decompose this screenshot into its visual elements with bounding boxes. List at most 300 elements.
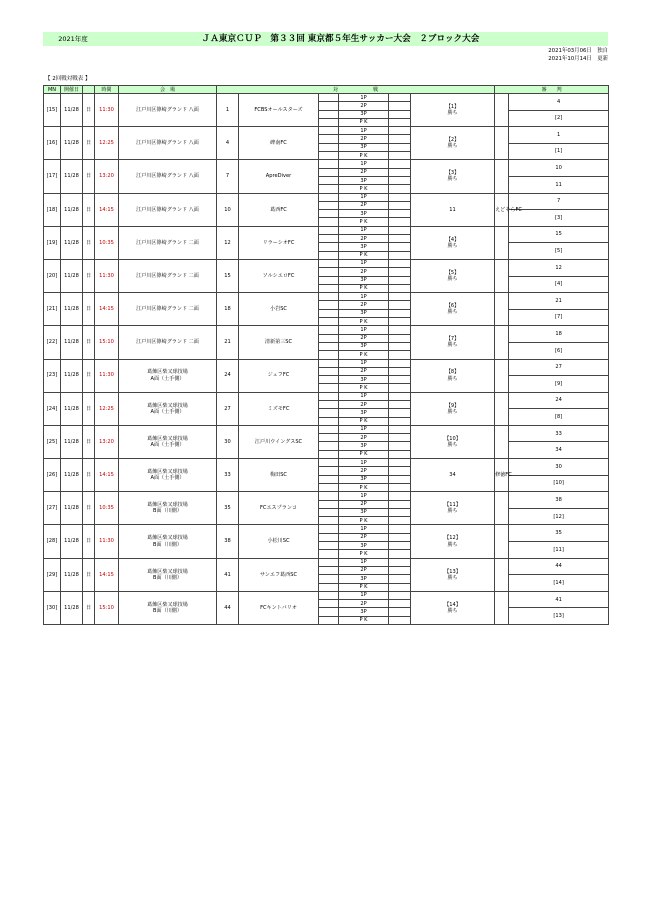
period-label: P K	[339, 550, 389, 558]
score-home	[319, 591, 339, 599]
match-result	[411, 558, 495, 591]
away-team-name	[495, 94, 509, 127]
score-home	[319, 533, 339, 541]
score-home	[319, 517, 339, 525]
result-ref: 11	[449, 206, 456, 213]
year-label: 2021年度	[58, 35, 88, 43]
score-away	[389, 268, 411, 276]
period-label: 3P	[339, 542, 389, 550]
referee-number: 4	[509, 94, 609, 111]
home-team-number: 12	[217, 226, 239, 259]
referee-match-ref: [8]	[509, 409, 609, 426]
score-home	[319, 467, 339, 475]
match-number: [20]	[44, 259, 61, 292]
period-label: P K	[339, 616, 389, 624]
match-venue	[119, 425, 217, 458]
score-home	[319, 326, 339, 334]
col-match: 対 戦	[217, 86, 495, 94]
period-label: 3P	[339, 210, 389, 218]
home-team-number: 38	[217, 525, 239, 558]
referee-number: 41	[509, 591, 609, 608]
referee-number: 24	[509, 392, 609, 409]
match-row	[44, 359, 609, 367]
match-result	[411, 425, 495, 458]
period-label: P K	[339, 583, 389, 591]
period-label: P K	[339, 185, 389, 193]
schedule-body	[44, 94, 609, 625]
score-home	[319, 143, 339, 151]
score-home	[319, 367, 339, 375]
period-label: P K	[339, 351, 389, 359]
score-away	[389, 442, 411, 450]
score-away	[389, 326, 411, 334]
score-home	[319, 558, 339, 566]
period-label: 1P	[339, 558, 389, 566]
match-number: [28]	[44, 525, 61, 558]
match-venue	[119, 326, 217, 359]
result-win: 勝ち	[447, 441, 458, 448]
home-team-number: 24	[217, 359, 239, 392]
home-team-name: FCBSオールスターズ	[239, 94, 319, 127]
referee-match-ref: [10]	[509, 475, 609, 492]
referee-number: 35	[509, 525, 609, 542]
match-date: 11/28	[61, 193, 83, 226]
away-team-name	[495, 525, 509, 558]
period-label: 1P	[339, 425, 389, 433]
col-venue: 会 場	[119, 86, 217, 94]
score-away	[389, 309, 411, 317]
referee-number: 21	[509, 293, 609, 310]
score-away	[389, 425, 411, 433]
score-home	[319, 434, 339, 442]
home-team-name: 碑南FC	[239, 127, 319, 160]
match-date: 11/28	[61, 359, 83, 392]
match-number: [18]	[44, 193, 61, 226]
period-label: 3P	[339, 143, 389, 151]
score-home	[319, 201, 339, 209]
referee-number: 12	[509, 259, 609, 276]
score-home	[319, 110, 339, 118]
period-label: P K	[339, 450, 389, 458]
table-header-row	[44, 86, 609, 94]
col-notes: 審 判	[495, 86, 609, 94]
score-away	[389, 185, 411, 193]
match-number: [29]	[44, 558, 61, 591]
score-home	[319, 616, 339, 624]
away-team-name	[495, 492, 509, 525]
venue-line: A面（土手側）	[150, 475, 185, 482]
result-win: 勝ち	[447, 110, 458, 117]
period-label: 1P	[339, 359, 389, 367]
result-ref: 【2】	[445, 137, 460, 144]
score-away	[389, 110, 411, 118]
period-label: 3P	[339, 342, 389, 350]
match-result	[411, 259, 495, 292]
match-row	[44, 492, 609, 500]
result-ref: 【8】	[445, 369, 460, 376]
score-away	[389, 342, 411, 350]
score-away	[389, 542, 411, 550]
score-home	[319, 459, 339, 467]
score-away	[389, 226, 411, 234]
score-home	[319, 500, 339, 508]
score-home	[319, 168, 339, 176]
score-away	[389, 284, 411, 292]
score-home	[319, 525, 339, 533]
score-home	[319, 268, 339, 276]
referee-number: 1	[509, 127, 609, 144]
referee-number: 18	[509, 326, 609, 343]
venue-line: A面（土手側）	[150, 441, 185, 448]
score-home	[319, 94, 339, 102]
referee-match-ref: [4]	[509, 276, 609, 293]
score-away	[389, 517, 411, 525]
result-ref: 34	[449, 472, 456, 479]
match-day: 日	[83, 558, 95, 591]
match-day: 日	[83, 193, 95, 226]
match-day: 日	[83, 591, 95, 624]
home-team-name: 清新第三SC	[239, 326, 319, 359]
score-away	[389, 318, 411, 326]
home-team-name: FCエスプランコ	[239, 492, 319, 525]
venue-line: 葛飾区柴又球技場	[147, 468, 188, 475]
score-away	[389, 168, 411, 176]
score-away	[389, 193, 411, 201]
match-number: [22]	[44, 326, 61, 359]
score-away	[389, 367, 411, 375]
away-team-name	[495, 259, 509, 292]
period-label: 2P	[339, 434, 389, 442]
match-day: 日	[83, 160, 95, 193]
score-away	[389, 558, 411, 566]
score-home	[319, 226, 339, 234]
period-label: 2P	[339, 135, 389, 143]
venue-line: B面（川側）	[153, 541, 182, 548]
period-label: P K	[339, 417, 389, 425]
score-away	[389, 351, 411, 359]
venue-line: 葛飾区柴又球技場	[147, 601, 188, 608]
result-ref: 【14】	[444, 601, 461, 608]
venue-line: 江戸川区篠崎グランド 二面	[136, 239, 199, 246]
referee-match-ref: [1]	[509, 143, 609, 160]
score-away	[389, 566, 411, 574]
period-label: 3P	[339, 309, 389, 317]
score-home	[319, 284, 339, 292]
score-away	[389, 118, 411, 126]
match-date: 11/28	[61, 94, 83, 127]
venue-line: B面（川側）	[153, 607, 182, 614]
venue-line: B面（川側）	[153, 574, 182, 581]
match-date: 11/28	[61, 226, 83, 259]
match-date: 11/28	[61, 591, 83, 624]
match-number: [27]	[44, 492, 61, 525]
referee-number: 30	[509, 459, 609, 476]
period-label: P K	[339, 218, 389, 226]
match-result	[411, 127, 495, 160]
result-win: 勝ち	[447, 276, 458, 283]
match-result	[411, 326, 495, 359]
match-number: [23]	[44, 359, 61, 392]
result-win: 勝ち	[447, 242, 458, 249]
match-row	[44, 94, 609, 102]
score-home	[319, 575, 339, 583]
period-label: 2P	[339, 600, 389, 608]
created-date: 2021年03月06日 独自	[548, 48, 608, 54]
match-day: 日	[83, 392, 95, 425]
match-time: 11:30	[95, 94, 119, 127]
score-away	[389, 467, 411, 475]
home-team-number: 1	[217, 94, 239, 127]
score-away	[389, 591, 411, 599]
away-team-name	[495, 127, 509, 160]
score-home	[319, 276, 339, 284]
result-win: 勝ち	[447, 607, 458, 614]
score-home	[319, 359, 339, 367]
match-day: 日	[83, 359, 95, 392]
match-number: [26]	[44, 459, 61, 492]
score-away	[389, 525, 411, 533]
match-date: 11/28	[61, 259, 83, 292]
home-team-number: 15	[217, 259, 239, 292]
result-ref: 【12】	[444, 535, 461, 542]
match-venue	[119, 492, 217, 525]
home-team-number: 4	[217, 127, 239, 160]
venue-line: 葛飾区柴又球技場	[147, 568, 188, 575]
home-team-name: 梅田SC	[239, 459, 319, 492]
match-date: 11/28	[61, 558, 83, 591]
match-venue	[119, 525, 217, 558]
home-team-name: ソルシエロFC	[239, 259, 319, 292]
result-win: 勝ち	[447, 375, 458, 382]
period-label: 3P	[339, 176, 389, 184]
match-date: 11/28	[61, 293, 83, 326]
match-result	[411, 525, 495, 558]
home-team-name: ApreDiver	[239, 160, 319, 193]
match-time: 11:30	[95, 359, 119, 392]
period-label: 2P	[339, 102, 389, 110]
result-ref: 【10】	[444, 435, 461, 442]
match-time: 14:15	[95, 193, 119, 226]
col-mn: MN	[44, 86, 61, 94]
period-label: 3P	[339, 110, 389, 118]
score-away	[389, 459, 411, 467]
page-title: ＪＡ東京ＣＵＰ 第３３回 東京都５年生サッカー大会 ２ブロック大会	[201, 34, 480, 44]
schedule-table	[43, 85, 609, 625]
referee-match-ref: [12]	[509, 508, 609, 525]
period-label: P K	[339, 483, 389, 491]
match-number: [24]	[44, 392, 61, 425]
match-row	[44, 459, 609, 467]
home-team-name: ジェフFC	[239, 359, 319, 392]
match-result	[411, 359, 495, 392]
referee-match-ref: [11]	[509, 542, 609, 559]
period-label: 1P	[339, 525, 389, 533]
score-home	[319, 334, 339, 342]
score-home	[319, 118, 339, 126]
away-team-name	[495, 326, 509, 359]
score-away	[389, 500, 411, 508]
date-stamps	[548, 47, 608, 63]
period-label: 2P	[339, 268, 389, 276]
match-venue	[119, 226, 217, 259]
match-result	[411, 591, 495, 624]
home-team-number: 30	[217, 425, 239, 458]
score-away	[389, 409, 411, 417]
away-team-name	[495, 425, 509, 458]
venue-line: 江戸川区篠崎グランド 八面	[136, 206, 199, 213]
score-home	[319, 102, 339, 110]
match-row	[44, 326, 609, 334]
score-away	[389, 400, 411, 408]
result-ref: 【4】	[445, 236, 460, 243]
match-date: 11/28	[61, 160, 83, 193]
venue-line: 葛飾区柴又球技場	[147, 535, 188, 542]
score-home	[319, 400, 339, 408]
home-team-name: 小岩SC	[239, 293, 319, 326]
referee-number: 7	[509, 193, 609, 210]
score-away	[389, 218, 411, 226]
home-team-number: 41	[217, 558, 239, 591]
match-venue	[119, 558, 217, 591]
venue-line: 葛飾区柴又球技場	[147, 435, 188, 442]
score-away	[389, 359, 411, 367]
match-venue	[119, 392, 217, 425]
home-team-number: 44	[217, 591, 239, 624]
score-home	[319, 392, 339, 400]
match-result	[411, 392, 495, 425]
score-away	[389, 334, 411, 342]
match-number: [30]	[44, 591, 61, 624]
match-row	[44, 193, 609, 201]
result-ref: 【9】	[445, 402, 460, 409]
home-team-number: 35	[217, 492, 239, 525]
home-team-number: 27	[217, 392, 239, 425]
period-label: 2P	[339, 235, 389, 243]
away-team-name	[495, 226, 509, 259]
match-day: 日	[83, 492, 95, 525]
match-date: 11/28	[61, 127, 83, 160]
period-label: 2P	[339, 500, 389, 508]
score-away	[389, 160, 411, 168]
score-away	[389, 143, 411, 151]
away-team-name: えどそらFC	[495, 193, 509, 226]
score-away	[389, 392, 411, 400]
score-home	[319, 301, 339, 309]
score-away	[389, 176, 411, 184]
match-number: [25]	[44, 425, 61, 458]
match-number: [15]	[44, 94, 61, 127]
score-home	[319, 600, 339, 608]
score-home	[319, 251, 339, 259]
match-row	[44, 259, 609, 267]
period-label: 2P	[339, 566, 389, 574]
home-team-name: 江戸川ウイングスSC	[239, 425, 319, 458]
home-team-number: 33	[217, 459, 239, 492]
score-away	[389, 251, 411, 259]
result-win: 勝ち	[447, 309, 458, 316]
match-row	[44, 160, 609, 168]
match-result	[411, 193, 495, 226]
period-label: 3P	[339, 243, 389, 251]
period-label: 1P	[339, 392, 389, 400]
score-home	[319, 235, 339, 243]
match-time: 13:20	[95, 160, 119, 193]
score-away	[389, 575, 411, 583]
period-label: 3P	[339, 608, 389, 616]
match-number: [16]	[44, 127, 61, 160]
home-team-number: 21	[217, 326, 239, 359]
referee-match-ref: [13]	[509, 608, 609, 625]
match-day: 日	[83, 425, 95, 458]
match-row	[44, 226, 609, 234]
period-label: 2P	[339, 168, 389, 176]
match-date: 11/28	[61, 425, 83, 458]
referee-match-ref: [6]	[509, 342, 609, 359]
match-row	[44, 525, 609, 533]
score-away	[389, 94, 411, 102]
match-day: 日	[83, 525, 95, 558]
match-row	[44, 425, 609, 433]
home-team-name: 葛西FC	[239, 193, 319, 226]
match-time: 14:15	[95, 558, 119, 591]
venue-line: B面（川側）	[153, 508, 182, 515]
score-away	[389, 417, 411, 425]
result-ref: 【11】	[444, 502, 461, 509]
away-team-name	[495, 392, 509, 425]
match-day: 日	[83, 459, 95, 492]
referee-match-ref: [3]	[509, 210, 609, 227]
home-team-name: 小松川SC	[239, 525, 319, 558]
period-label: 3P	[339, 276, 389, 284]
score-away	[389, 243, 411, 251]
period-label: 3P	[339, 475, 389, 483]
score-home	[319, 508, 339, 516]
period-label: 1P	[339, 293, 389, 301]
match-result	[411, 492, 495, 525]
period-label: 2P	[339, 400, 389, 408]
score-home	[319, 442, 339, 450]
away-team-name	[495, 359, 509, 392]
score-away	[389, 301, 411, 309]
match-row	[44, 127, 609, 135]
score-home	[319, 135, 339, 143]
period-label: P K	[339, 251, 389, 259]
match-result	[411, 94, 495, 127]
referee-match-ref: [7]	[509, 309, 609, 326]
match-time: 14:15	[95, 459, 119, 492]
match-venue	[119, 359, 217, 392]
score-away	[389, 135, 411, 143]
result-win: 勝ち	[447, 541, 458, 548]
match-day: 日	[83, 94, 95, 127]
home-team-name: リラーシオFC	[239, 226, 319, 259]
score-home	[319, 450, 339, 458]
match-venue	[119, 94, 217, 127]
match-time: 15:10	[95, 591, 119, 624]
match-time: 10:35	[95, 226, 119, 259]
period-label: 1P	[339, 459, 389, 467]
referee-match-ref: [2]	[509, 110, 609, 127]
match-result	[411, 160, 495, 193]
referee-match-ref: [14]	[509, 575, 609, 592]
venue-line: 江戸川区篠崎グランド 八面	[136, 140, 199, 147]
away-team-name	[495, 591, 509, 624]
score-home	[319, 351, 339, 359]
score-away	[389, 583, 411, 591]
period-label: P K	[339, 318, 389, 326]
score-home	[319, 185, 339, 193]
score-home	[319, 309, 339, 317]
